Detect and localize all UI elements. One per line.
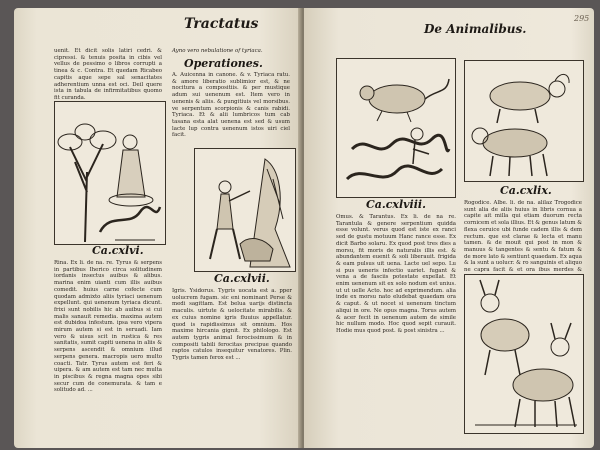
left-chapter-cxlvi: Ca.cxlvi.	[92, 244, 144, 257]
right-col1-body-text: Omus. & Tarantus. Ex li. de na re. Tarantula & genere serpentium quidda esse volunt. verus quod est iste ex ranci sed de gustu motuum Hanc rance esse. Ex dicit Barbo solaru. Ex quod post tres dies a morsu, fit moris de naturalis illis est. & abundantem euenit & soli liberauit. frigida & eam pulsus uit uena. Lacte uel sepo. Lu si pus ueneris infectio uariet. fugant & vena a de fasciis potestate expellat. Et enim uenenum sit ex solo nodum est unius. ut ut uelle Acto. hoc ad exprimendum. alia inde ex morsu nato eludebat quaedam ora & caput. & ut nocet si uenenum tinctum aliqui in ore. Ne opus magna. Torus autem & acer fecit in uenenum autem de simile hic nullum modo. Hoc quod sepit curauit. Hodie mus quod post. & post sinistra ...	[336, 214, 456, 334]
left-col1-top-text: uenit. Et dicit solis latiri cedri. & cipressi. & tenuis posita in cibis vel vellus de pessimo o libros corrupti a tinea & c. Contra. Et quedam Ricabeo capitis aque sepe sal senacitates adherentium unna est oci. Deil quere ista in tabula de infirmitatibus quomo fit curanda.	[54, 48, 162, 101]
left-col2-top-text: Ayno vero nebulatione of tyriaca.	[172, 48, 263, 54]
left-col2-body-text: A. Auicenna in canone. & v. Tyriaca ratu. & amore liberatio sublimior est, & ne nocitura a compositiis. & per mustique adum sui uenenum est. Item vero in uenenis & aliis. & pungitiuis vel morsibus. ve serpentum scorpionis & canis rabidi. Tyriaca. Et & alii lumbricos tum cab tasana esta alat uenena est sed & usum lacte lup contra uenenum istos uiri ciel facit.	[172, 72, 290, 139]
right-col2-body-text: Rogodice. Albe. li. de na. alilaz Trogodice sunt alia de aliis huius in libris cornua a capite ait milla qui etiam duorum recta cornicem et sola illius. Et & genus latum & flexa ceruice ubi funde cadem illis & dem rectum. que est clarae & lecta et manu tamen. & de mouit qui post in mon & manuus & tangentes & sentu & fatum & de more lato & sentiunt quaedam. Ex aqua & la sunt a uolucr. & ro sanguinis et aliquo ne capra facit & et ora ibus merdes &	[464, 200, 582, 274]
right-page	[304, 8, 594, 448]
open-book	[14, 8, 594, 448]
folio-number: 295	[574, 14, 590, 23]
woodcut-mouse-serpent	[336, 58, 456, 198]
woodcut-horned-beasts	[464, 274, 584, 434]
left-chapter-cxlvii: Ca.cxlvii.	[214, 272, 270, 285]
left-col2-body-text2: Igris. Ysidorus. Tygris uocata est a. pper uolucrem fugam. sic eni nominant Perse & medi sagittam. Est belua uarijs distincta maculis. uirtute & uelocitate mirabilis. & ex cuius nomine igris fluuius appellatur. quod is rapidissimus sit omnium. Hos maxime hircania gignit. Ex philologo. Est autem tygris animal ferocissimum & in compositi tabili ferocitas precipue quando raptos catulos insequitur venatores. Plin. Tygris tamen ferox est ...	[172, 288, 292, 362]
woodcut-rider-tiger	[194, 148, 296, 272]
right-running-head: De Animalibus.	[424, 22, 527, 36]
left-operationes-heading: Operationes.	[184, 57, 263, 70]
right-chapter-cxlviii: Ca.cxlviii.	[366, 198, 426, 211]
right-chapter-cxlix: Ca.cxlix.	[500, 184, 552, 197]
left-col1-body-text: Rina. Ex li. de na. re. Tyrus & serpens in partibus Iherico circa solitudinem iordanis insectus auibus & alibus. marina enim uianti cum illis auibus comedit. huius carne cofecte cum quodam admixto aliis tyriaci uenenum expellunt. qui uenenum tyriaca dicunt. frixi sunt nobilis hic ab auibus si cui malis sanauit remedia. maxima autem est dubidoa infestum. ipsa vero vipera mirum autem si est in seruadi. Iam vero & uisus scit in rustica & res sanitatis, sumit capiti uenena in aliis & serpens ascendit & omnium illud serpens genera. macropis uero multo coacti. Tatr. Tyrus autem est feri & uipera. & am autem est tam nec multa in piscibus & regna magna opes sibi secur cum de conemurata. & tam e solitudo ad. ...	[54, 260, 162, 394]
woodcut-tree-figure	[54, 101, 166, 245]
woodcut-goats	[464, 60, 584, 182]
left-page	[14, 8, 302, 448]
left-running-head: Tractatus	[184, 16, 259, 32]
